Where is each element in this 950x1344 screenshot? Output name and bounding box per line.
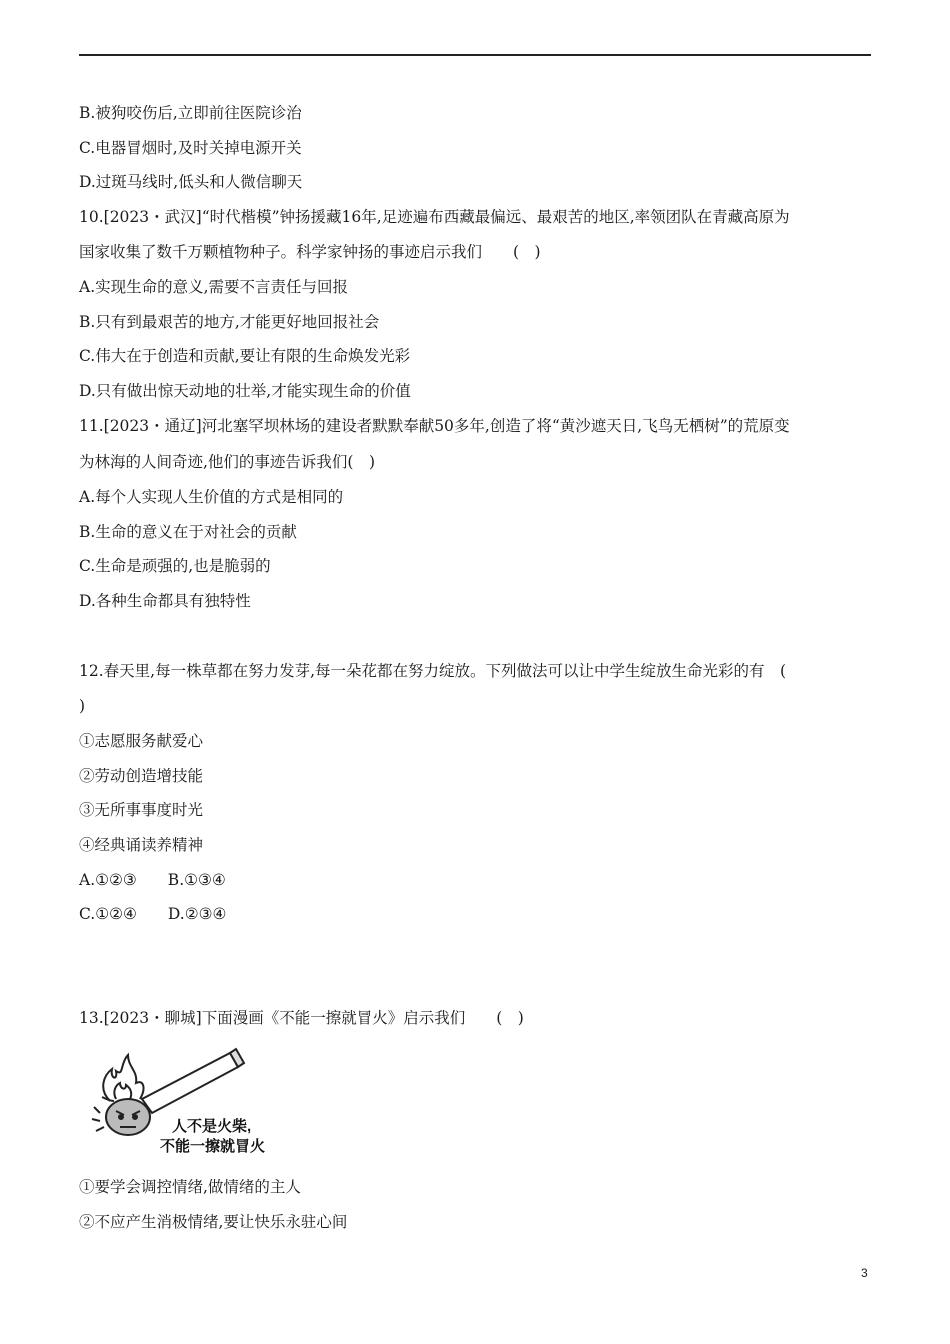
option-d-q10: D.只有做出惊天动地的壮举,才能实现生命的价值 xyxy=(79,382,411,400)
item-2-q12: ②劳动创造增技能 xyxy=(79,767,204,785)
item-2-q13: ②不应产生消极情绪,要让快乐永驻心间 xyxy=(79,1213,348,1231)
cartoon-caption-1: 人不是火柴, xyxy=(172,1118,252,1135)
header-rule xyxy=(79,54,871,56)
option-b-q11: B.生命的意义在于对社会的贡献 xyxy=(79,523,297,541)
item-1-q13: ①要学会调控情绪,做情绪的主人 xyxy=(79,1178,301,1196)
match-stick-icon xyxy=(142,1049,244,1113)
question-12-stem: 12.春天里,每一株草都在努力发芽,每一朵花都在努力绽放。下列做法可以让中学生绽放生命光彩的有 ( xyxy=(79,662,787,680)
angry-face-icon xyxy=(92,1099,150,1135)
question-10-stem-cont: 国家收集了数千万颗植物种子。科学家钟扬的事迹启示我们 ( ) xyxy=(79,243,541,261)
options-cd-q12: C.①②④ D.②③④ xyxy=(79,905,227,923)
match-cartoon xyxy=(80,1041,280,1159)
option-d-q11: D.各种生命都具有独特性 xyxy=(79,592,251,610)
option-d-q9: D.过斑马线时,低头和人微信聊天 xyxy=(79,173,303,191)
option-a-q10: A.实现生命的意义,需要不言责任与回报 xyxy=(79,278,349,296)
question-12-stem-cont: ) xyxy=(79,697,86,715)
option-c-q11: C.生命是顽强的,也是脆弱的 xyxy=(79,557,271,575)
question-11-stem-cont: 为林海的人间奇迹,他们的事迹告诉我们( ) xyxy=(79,453,376,471)
question-10-stem: 10.[2023・武汉]“时代楷模”钟扬援藏16年,足迹遍布西藏最偏远、最艰苦的地区,率领团队在青藏高原为 xyxy=(79,208,790,226)
option-c-q9: C.电器冒烟时,及时关掉电源开关 xyxy=(79,139,302,157)
item-1-q12: ①志愿服务献爱心 xyxy=(79,732,204,750)
item-4-q12: ④经典诵读养精神 xyxy=(79,836,204,854)
page-number: 3 xyxy=(861,1266,868,1280)
item-3-q12: ③无所事事度时光 xyxy=(79,801,204,819)
question-13-stem: 13.[2023・聊城]下面漫画《不能一擦就冒火》启示我们 ( ) xyxy=(79,1009,524,1027)
question-11-stem: 11.[2023・通辽]河北塞罕坝林场的建设者默默奉献50多年,创造了将“黄沙遮天日,飞鸟无栖树”的荒原变 xyxy=(79,417,790,435)
options-ab-q12: A.①②③ B.①③④ xyxy=(79,871,226,889)
option-a-q11: A.每个人实现人生价值的方式是相同的 xyxy=(79,488,344,506)
flame-icon xyxy=(102,1055,143,1101)
option-c-q10: C.伟大在于创造和贡献,要让有限的生命焕发光彩 xyxy=(79,347,411,365)
cartoon-caption-2: 不能一擦就冒火 xyxy=(160,1138,266,1155)
option-b-q9: B.被狗咬伤后,立即前往医院诊治 xyxy=(79,104,302,122)
option-b-q10: B.只有到最艰苦的地方,才能更好地回报社会 xyxy=(79,313,380,331)
